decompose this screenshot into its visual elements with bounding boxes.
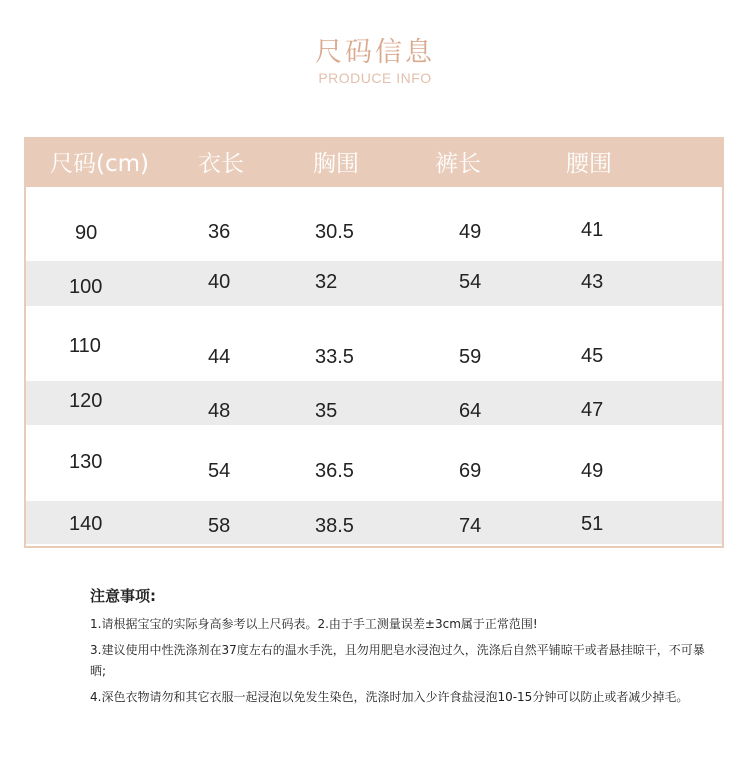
cell-length: 54 — [208, 460, 231, 482]
cell-pants-length: 59 — [459, 346, 482, 368]
table-row — [26, 306, 722, 381]
cell-size: 90 — [75, 222, 98, 244]
care-notes — [90, 585, 710, 713]
table-row — [26, 205, 722, 261]
cell-chest: 35 — [315, 400, 338, 422]
note-item: 1.请根据宝宝的实际身高参考以上尺码表。2.由于手工测量误差±3cm属于正常范围! — [90, 617, 538, 631]
header-chest: 胸围 — [313, 151, 359, 177]
cell-pants-length: 64 — [459, 400, 482, 422]
cell-length: 58 — [208, 515, 231, 537]
cell-waist: 45 — [581, 345, 604, 367]
table-row — [26, 381, 722, 425]
cell-size: 140 — [69, 513, 103, 535]
table-header — [26, 139, 722, 187]
header-length: 衣长 — [198, 151, 244, 177]
cell-chest: 32 — [315, 271, 338, 293]
cell-chest: 33.5 — [315, 346, 354, 368]
table-row — [26, 501, 722, 544]
cell-size: 130 — [69, 451, 103, 473]
cell-size: 110 — [69, 335, 101, 357]
cell-length: 48 — [208, 400, 231, 422]
notes-title: 注意事项: — [90, 587, 156, 605]
table-row — [26, 261, 722, 306]
cell-size: 120 — [69, 390, 103, 412]
table-row — [26, 425, 722, 501]
header-pants-length: 裤长 — [435, 151, 481, 177]
note-item: 3.建议使用中性洗涤剂在37度左右的温水手洗，且勿用肥皂水浸泡过久，洗涤后自然平铺晾干或者悬挂晾干，不可暴晒; — [90, 643, 705, 678]
cell-length: 40 — [208, 271, 231, 293]
cell-pants-length: 49 — [459, 221, 482, 243]
page-title: 尺码信息 — [315, 37, 435, 68]
cell-chest: 38.5 — [315, 515, 354, 537]
cell-chest: 30.5 — [315, 221, 354, 243]
cell-size: 100 — [69, 276, 103, 298]
cell-chest: 36.5 — [315, 460, 354, 482]
cell-waist: 51 — [581, 513, 604, 535]
header-waist: 腰围 — [566, 151, 612, 177]
cell-pants-length: 74 — [459, 515, 482, 537]
cell-pants-length: 69 — [459, 460, 482, 482]
size-table — [24, 137, 724, 548]
cell-waist: 49 — [581, 460, 604, 482]
note-item: 4.深色衣物请勿和其它衣服一起浸泡以免发生染色，洗涤时加入少许食盐浸泡10-15分钟可以防止或者减少掉毛。 — [90, 690, 689, 704]
page-subtitle: PRODUCE INFO — [318, 70, 432, 86]
cell-waist: 43 — [581, 271, 604, 293]
cell-length: 44 — [208, 346, 231, 368]
cell-waist: 47 — [581, 399, 604, 421]
cell-length: 36 — [208, 221, 231, 243]
header-size: 尺码(cm) — [50, 151, 149, 177]
cell-pants-length: 54 — [459, 271, 482, 293]
cell-waist: 41 — [581, 219, 604, 241]
